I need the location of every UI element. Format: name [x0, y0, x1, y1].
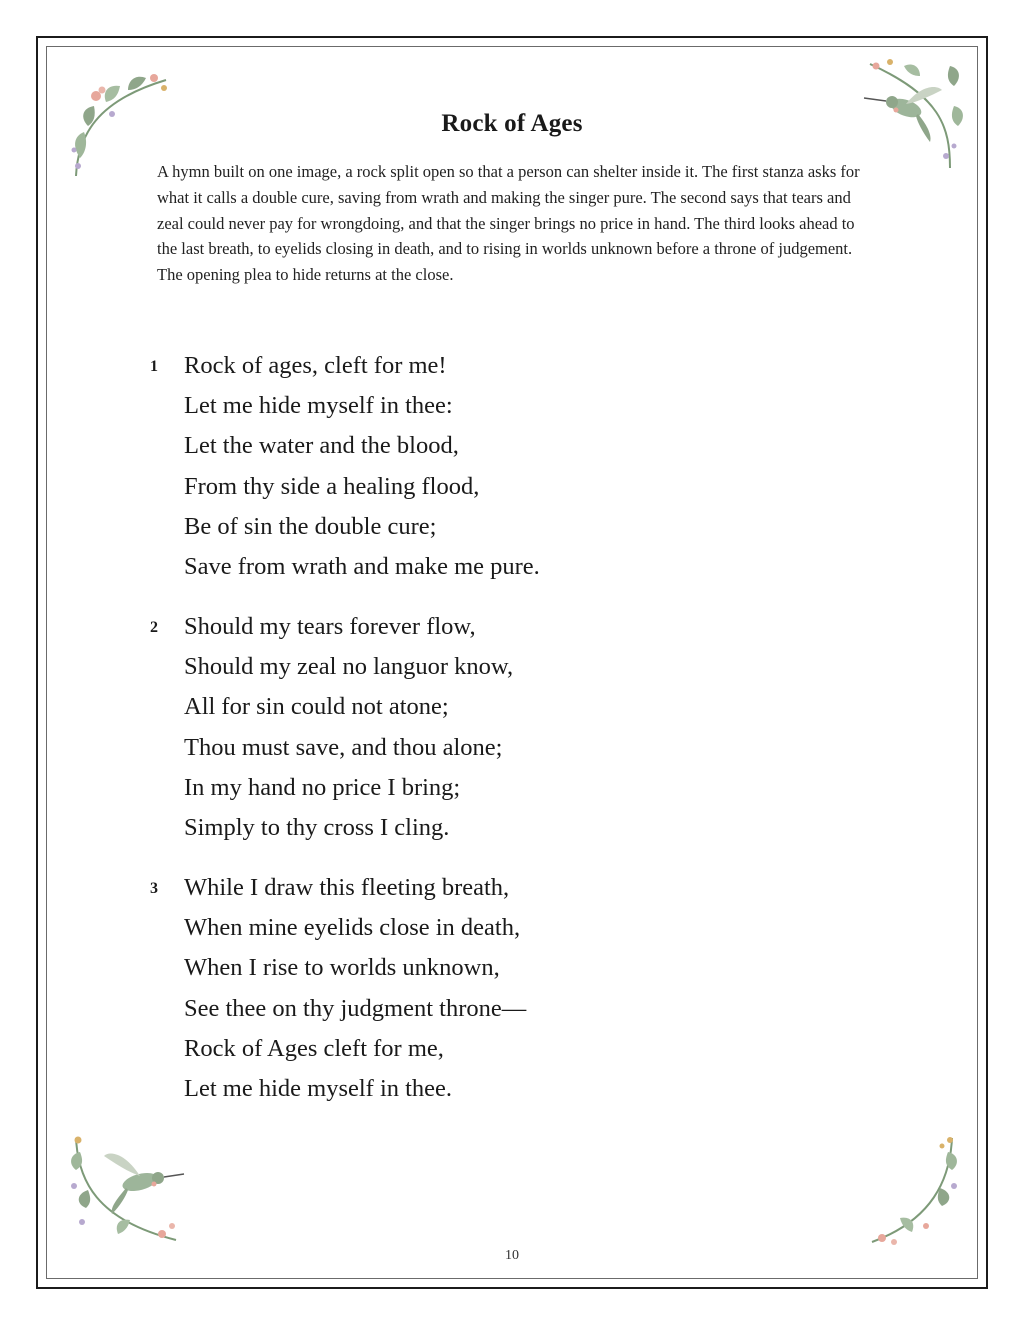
stanza-number: 2: [150, 619, 158, 636]
stanza-line: From thy side a healing flood,: [184, 472, 480, 500]
stanza-number: 3: [150, 880, 158, 897]
page-title: Rock of Ages: [441, 110, 583, 137]
stanza-lines: [184, 607, 744, 848]
stanza-line: Save from wrath and make me pure.: [184, 553, 540, 581]
stanza-line: Simply to thy cross I cling.: [184, 814, 450, 842]
stanza-line: When I rise to worlds unknown,: [184, 954, 500, 982]
page-number: 10: [505, 1248, 519, 1263]
stanza-lines: [184, 346, 744, 587]
hummingbird-floral-icon: [66, 1130, 186, 1250]
stanza-lines: [184, 868, 744, 1109]
stanza-line: While I draw this fleeting breath,: [184, 874, 510, 901]
stanza-line: Let me hide myself in thee:: [184, 392, 453, 420]
stanza-line: See thee on thy judgment throne—: [184, 994, 527, 1022]
stanza-line: Let me hide myself in thee.: [184, 1075, 453, 1103]
stanza-line: Should my zeal no languor know,: [184, 653, 514, 681]
stanza-line: All for sin could not atone;: [184, 693, 449, 721]
stanza-line: Rock of Ages cleft for me,: [184, 1034, 444, 1062]
stanza-line: Let the water and the blood,: [184, 432, 459, 460]
stanza-line: Be of sin the double cure;: [184, 512, 437, 540]
stanza-number: 1: [150, 358, 158, 375]
stanza-line: When mine eyelids close in death,: [184, 914, 521, 942]
stanza-line: Rock of ages, cleft for me!: [184, 352, 447, 379]
intro-paragraph: A hymn built on one image, a rock split open so that a person can shelter inside it. The first stanza asks for what it calls a double cure, saving from wrath and making the singer pure. The second says that tears and zeal could never pay for wrongdoing, and that the singer brings no price in hand. The third looks ahead to the last breath, to eyelids closing in death, and to rising in worlds unknown before a throne of judgement. The opening plea to hide returns at the close.: [157, 162, 860, 285]
stanza-line: Should my tears forever flow,: [184, 613, 476, 640]
stanza-line: Thou must save, and thou alone;: [184, 733, 503, 761]
stanza-line: In my hand no price I bring;: [184, 773, 461, 801]
floral-corner-icon: [842, 1130, 962, 1250]
